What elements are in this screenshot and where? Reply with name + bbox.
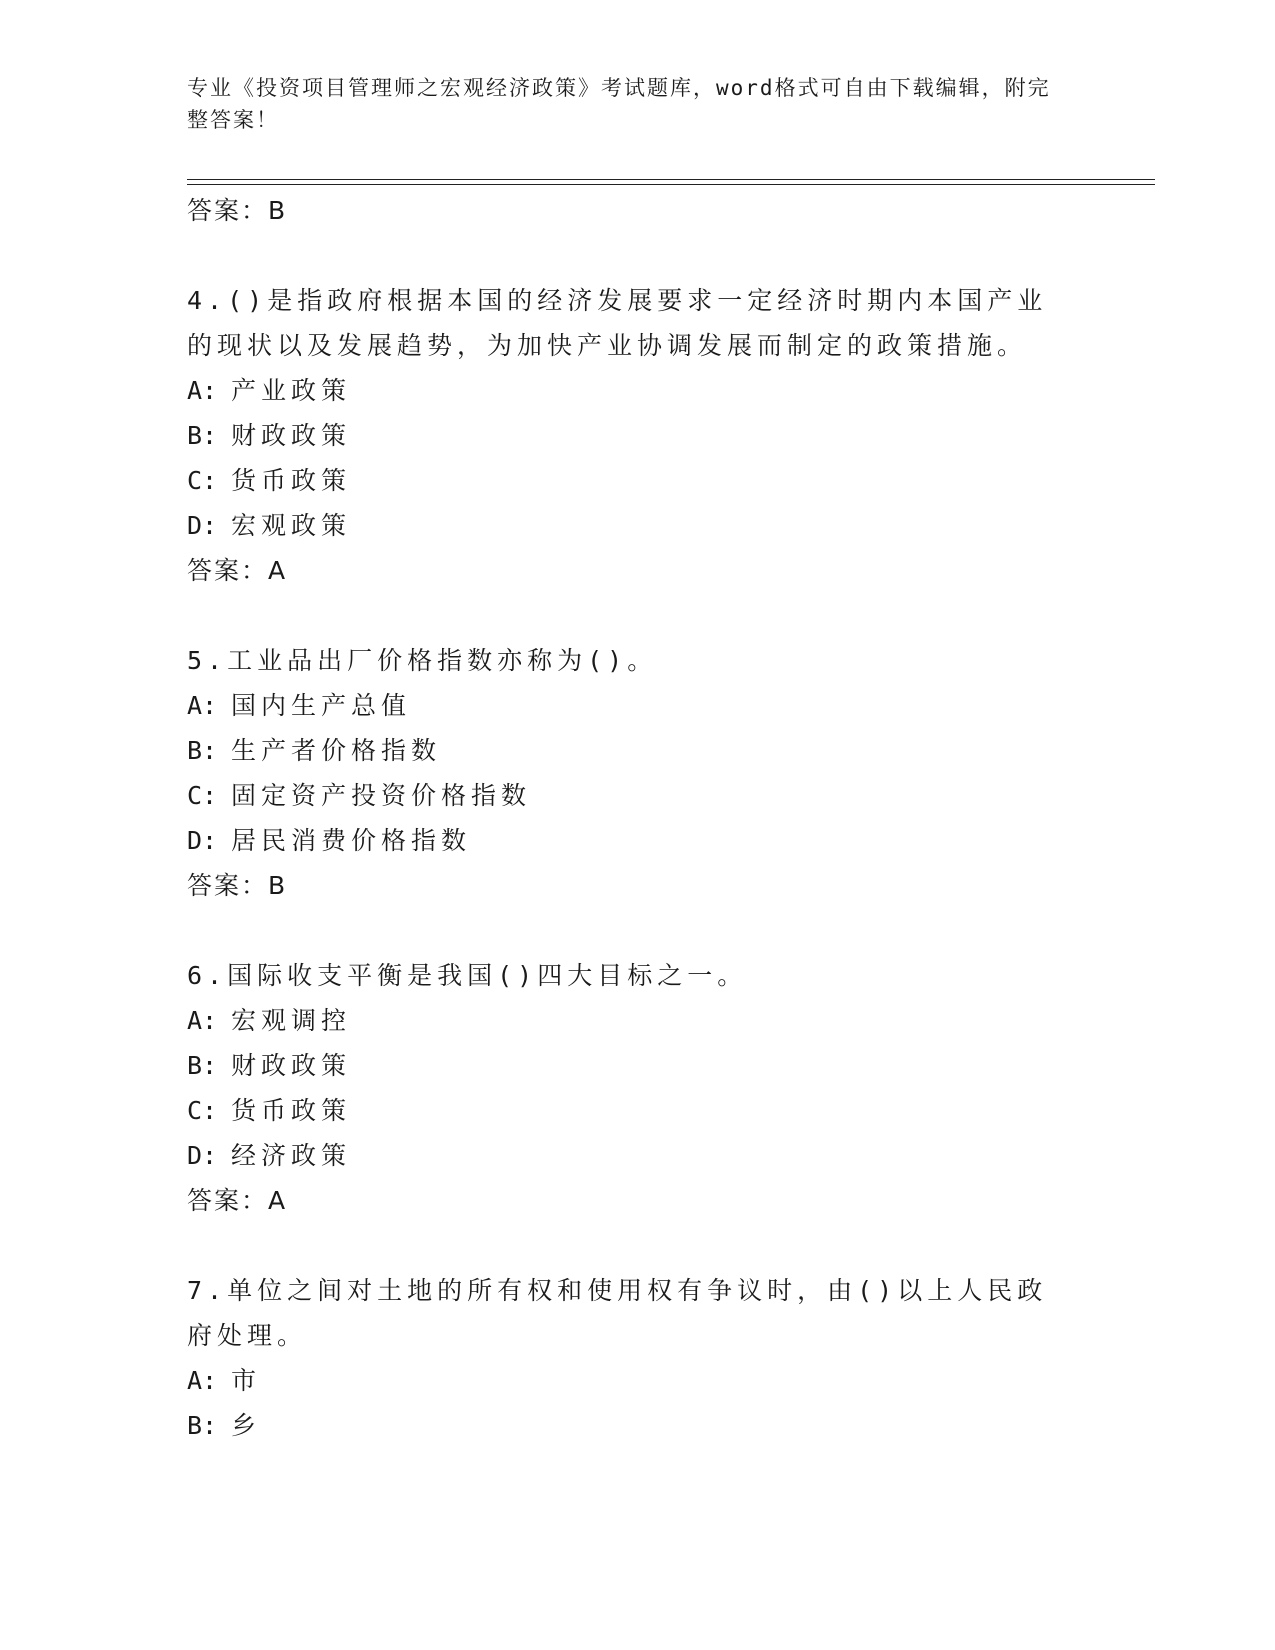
option-text: 生产者价格指数: [231, 736, 442, 765]
answer-line: [187, 1178, 1067, 1224]
option-c: [187, 1088, 1067, 1133]
answer-value: B: [268, 196, 287, 225]
question-5: [187, 638, 1067, 909]
option-b: [187, 413, 1067, 458]
answer-label: 答案：: [187, 196, 269, 225]
answer-value: A: [268, 556, 287, 585]
answer-line: [187, 863, 1067, 909]
answer-label: 答案：: [187, 1186, 269, 1215]
option-key: B:: [187, 421, 218, 450]
question-7: [187, 1268, 1067, 1448]
question-4: [187, 278, 1067, 594]
question-6: [187, 953, 1067, 1224]
option-b: [187, 1043, 1067, 1088]
answer-line: [187, 548, 1067, 594]
answer-value: A: [268, 1186, 287, 1215]
option-text: 财政政策: [231, 1051, 352, 1080]
option-key: B:: [187, 736, 218, 765]
option-key: D:: [187, 1141, 218, 1170]
option-text: 宏观政策: [231, 511, 352, 540]
option-text: 产业政策: [231, 376, 352, 405]
option-a: [187, 368, 1067, 413]
option-key: C:: [187, 466, 218, 495]
option-key: C:: [187, 1096, 218, 1125]
option-text: 居民消费价格指数: [231, 826, 472, 855]
option-text: 货币政策: [231, 1096, 352, 1125]
option-text: 国内生产总值: [231, 691, 412, 720]
option-key: B:: [187, 1051, 218, 1080]
option-c: [187, 773, 1067, 818]
question-text: 7.单位之间对土地的所有权和使用权有争议时，由()以上人民政府处理。: [187, 1276, 1048, 1350]
option-a: [187, 683, 1067, 728]
option-key: D:: [187, 511, 218, 540]
header-rule-bottom: [187, 184, 1155, 185]
option-key: A:: [187, 376, 218, 405]
option-d: [187, 818, 1067, 863]
option-c: [187, 458, 1067, 503]
question-text: 4.()是指政府根据本国的经济发展要求一定经济时期内本国产业的现状以及发展趋势，为加快产业协调发展而制定的政策措施。: [187, 286, 1048, 360]
option-b: [187, 728, 1067, 773]
answer-value: B: [268, 871, 287, 900]
option-key: A:: [187, 691, 218, 720]
option-text: 乡: [231, 1411, 262, 1440]
option-key: C:: [187, 781, 218, 810]
document-header: 专业《投资项目管理师之宏观经济政策》考试题库，word格式可自由下载编辑，附完整答案！: [187, 76, 1051, 132]
option-text: 宏观调控: [231, 1006, 352, 1035]
option-text: 货币政策: [231, 466, 352, 495]
header-rule-top: [187, 179, 1155, 180]
question-text: 6.国际收支平衡是我国()四大目标之一。: [187, 961, 748, 990]
option-d: [187, 1133, 1067, 1178]
option-text: 固定资产投资价格指数: [231, 781, 532, 810]
option-key: B:: [187, 1411, 218, 1440]
question-text: 5.工业品出厂价格指数亦称为()。: [187, 646, 658, 675]
option-text: 市: [231, 1366, 262, 1395]
question-list: [187, 188, 1067, 1448]
option-b: [187, 1403, 1067, 1448]
option-d: [187, 503, 1067, 548]
option-key: D:: [187, 826, 218, 855]
option-text: 经济政策: [231, 1141, 352, 1170]
option-key: A:: [187, 1366, 218, 1395]
answer-label: 答案：: [187, 871, 269, 900]
option-text: 财政政策: [231, 421, 352, 450]
option-a: [187, 998, 1067, 1043]
option-key: A:: [187, 1006, 218, 1035]
answer-label: 答案：: [187, 556, 269, 585]
option-a: [187, 1358, 1067, 1403]
answer-line: [187, 188, 1067, 234]
